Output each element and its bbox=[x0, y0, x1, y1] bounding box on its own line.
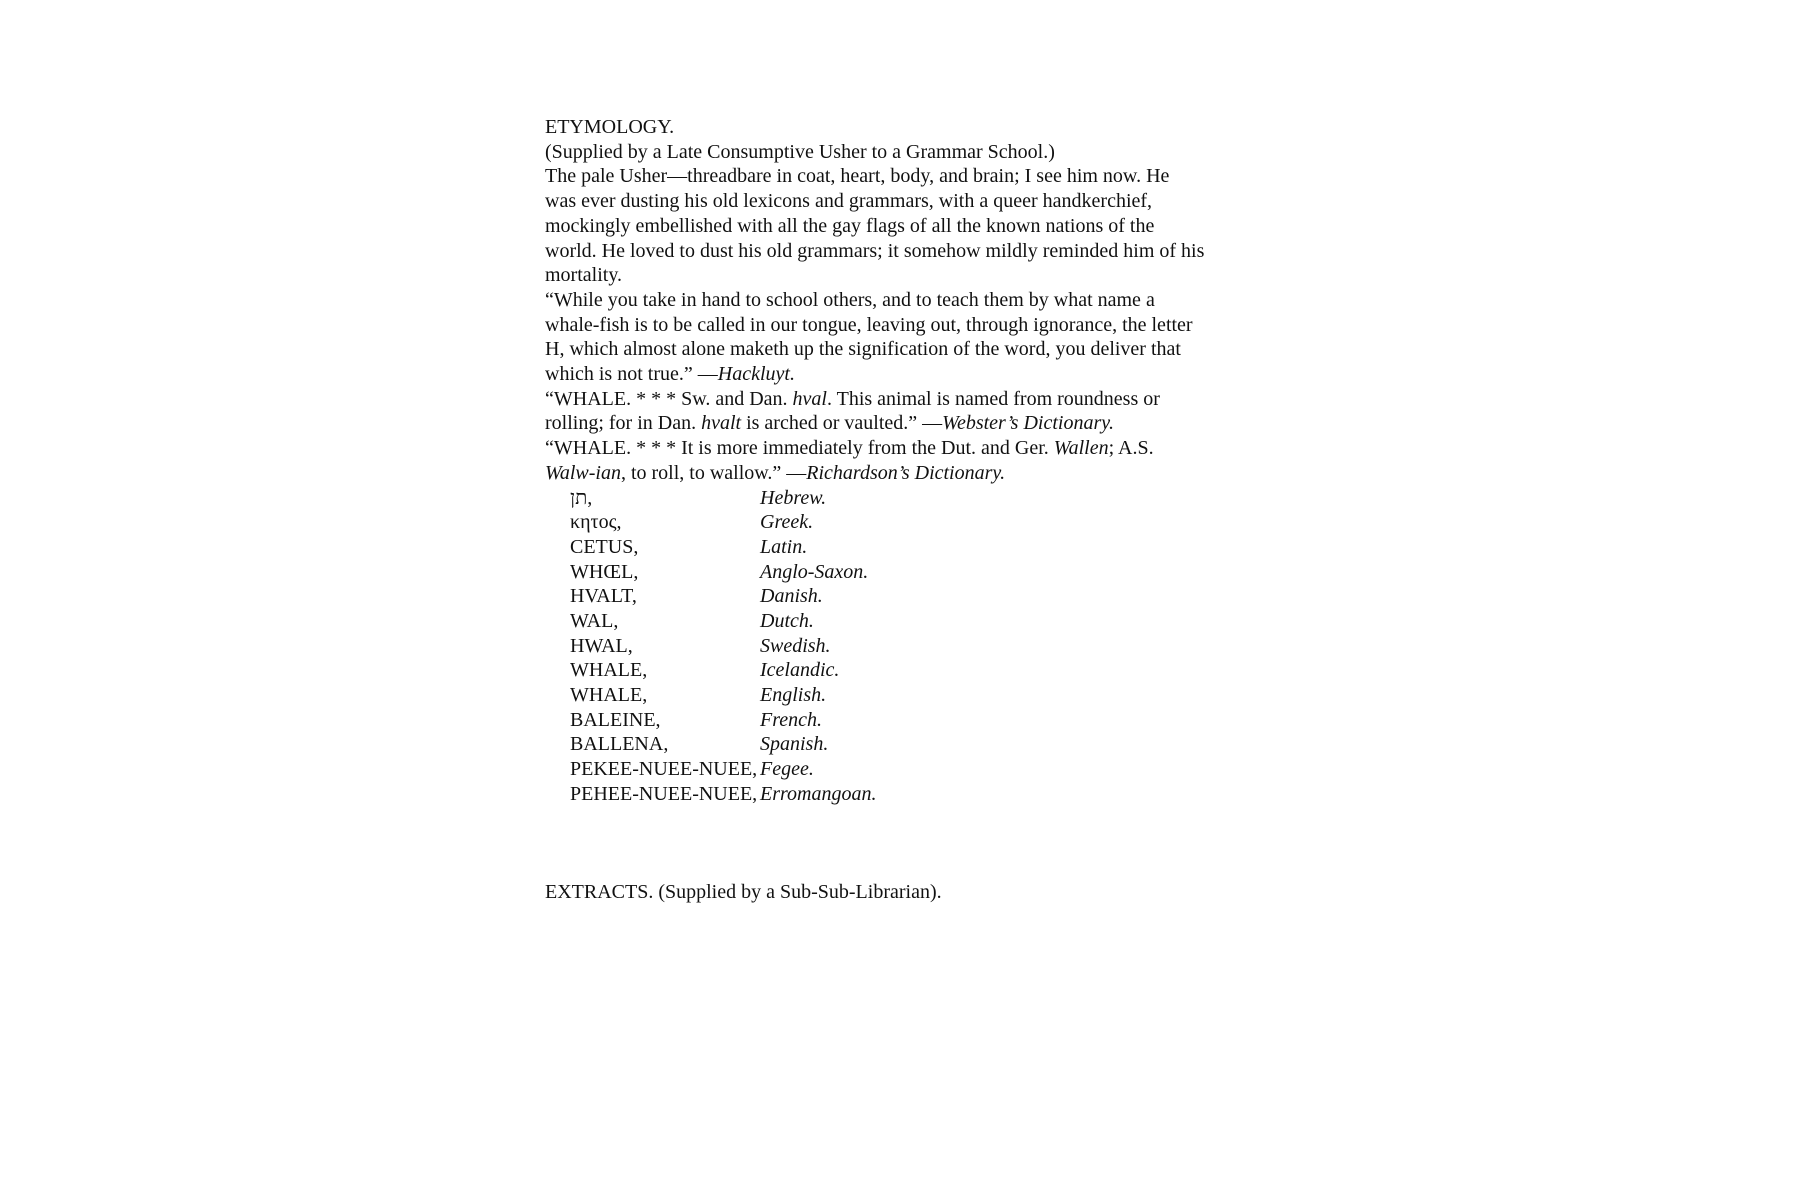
list-item bbox=[545, 584, 1205, 609]
word-term: WAL, bbox=[570, 609, 619, 632]
quote-text: “WHALE. * * * Sw. and Dan. bbox=[545, 387, 793, 410]
word-term: תן, bbox=[570, 486, 593, 509]
word-language: French. bbox=[760, 708, 823, 731]
word-language: Greek. bbox=[760, 511, 814, 534]
quote-emphasis: hvalt bbox=[701, 412, 742, 435]
list-item bbox=[545, 609, 1205, 634]
list-item bbox=[545, 683, 1205, 708]
word-term: CETUS, bbox=[570, 535, 639, 558]
quote-text: is arched or vaulted.” — bbox=[741, 412, 943, 435]
word-language: Erromangoan. bbox=[760, 782, 877, 805]
list-item bbox=[545, 510, 1205, 535]
section-heading: ETYMOLOGY. bbox=[545, 116, 675, 138]
word-term: HVALT, bbox=[570, 585, 637, 608]
list-item bbox=[545, 708, 1205, 733]
word-language: Icelandic. bbox=[760, 659, 840, 682]
word-term: WHALE, bbox=[570, 659, 648, 682]
list-item bbox=[545, 634, 1205, 659]
quote-emphasis: Wallen bbox=[1053, 437, 1109, 460]
word-term: HWAL, bbox=[570, 634, 633, 657]
list-item bbox=[545, 757, 1205, 782]
word-term: WHALE, bbox=[570, 684, 648, 707]
word-term: PEHEE-NUEE-NUEE, bbox=[570, 782, 758, 805]
quote-webster bbox=[545, 387, 1205, 436]
whale-word-list bbox=[545, 486, 1205, 807]
quote-richardson bbox=[545, 436, 1205, 485]
quote-source: Hackluyt. bbox=[717, 363, 795, 386]
list-item bbox=[545, 486, 1205, 511]
word-term: BALLENA, bbox=[570, 733, 669, 756]
word-language: Latin. bbox=[760, 535, 808, 558]
extracts-heading: EXTRACTS. (Supplied by a Sub-Sub-Librarian). bbox=[545, 881, 942, 903]
etymology-section bbox=[545, 115, 1205, 806]
list-item bbox=[545, 658, 1205, 683]
word-language: Swedish. bbox=[760, 634, 831, 657]
quote-text: , to roll, to wallow.” — bbox=[620, 461, 807, 484]
quote-hackluyt bbox=[545, 288, 1205, 387]
word-term: BALEINE, bbox=[570, 708, 661, 731]
intro-paragraph: The pale Usher—threadbare in coat, heart, body, and brain; I see him now. He was ever dusting his old lexicons and grammars, with a queer handkerchief, mockingly embellished with all the gay flags of all the known nations of the world. He loved to dust his old grammars; it somehow mildly reminded him of his mortality. bbox=[545, 165, 1205, 287]
word-term: WHŒL, bbox=[570, 560, 639, 583]
quote-text: ; A.S. bbox=[1108, 437, 1154, 460]
word-term: κητος, bbox=[570, 511, 622, 534]
list-item bbox=[545, 732, 1205, 757]
list-item bbox=[545, 782, 1205, 807]
section-subheading: (Supplied by a Late Consumptive Usher to a Grammar School.) bbox=[545, 140, 1055, 163]
quote-text: . This animal is named from roundness or rolling; for in Dan. bbox=[545, 387, 1160, 435]
quote-source: Richardson’s Dictionary. bbox=[806, 461, 1006, 484]
word-language: English. bbox=[760, 684, 827, 707]
word-language: Anglo-Saxon. bbox=[760, 560, 869, 583]
list-item bbox=[545, 535, 1205, 560]
quote-emphasis: Walw-ian bbox=[545, 461, 621, 484]
word-language: Dutch. bbox=[760, 609, 814, 632]
word-language: Spanish. bbox=[760, 733, 829, 756]
word-language: Fegee. bbox=[760, 758, 814, 781]
quote-text: “While you take in hand to school others, and to teach them by what name a whale-fish is to be called in our tongue, leaving out, through ignorance, the letter H, which almost alone maketh up the signification of the word, you deliver that which is not true.” — bbox=[545, 288, 1193, 386]
quote-source: Webster’s Dictionary. bbox=[942, 412, 1114, 435]
word-term: PEKEE-NUEE-NUEE, bbox=[570, 758, 758, 781]
quote-text: “WHALE. * * * It is more immediately from the Dut. and Ger. bbox=[545, 437, 1054, 460]
quote-emphasis: hval bbox=[792, 387, 827, 410]
list-item bbox=[545, 560, 1205, 585]
word-language: Hebrew. bbox=[760, 486, 827, 509]
word-language: Danish. bbox=[760, 585, 823, 608]
